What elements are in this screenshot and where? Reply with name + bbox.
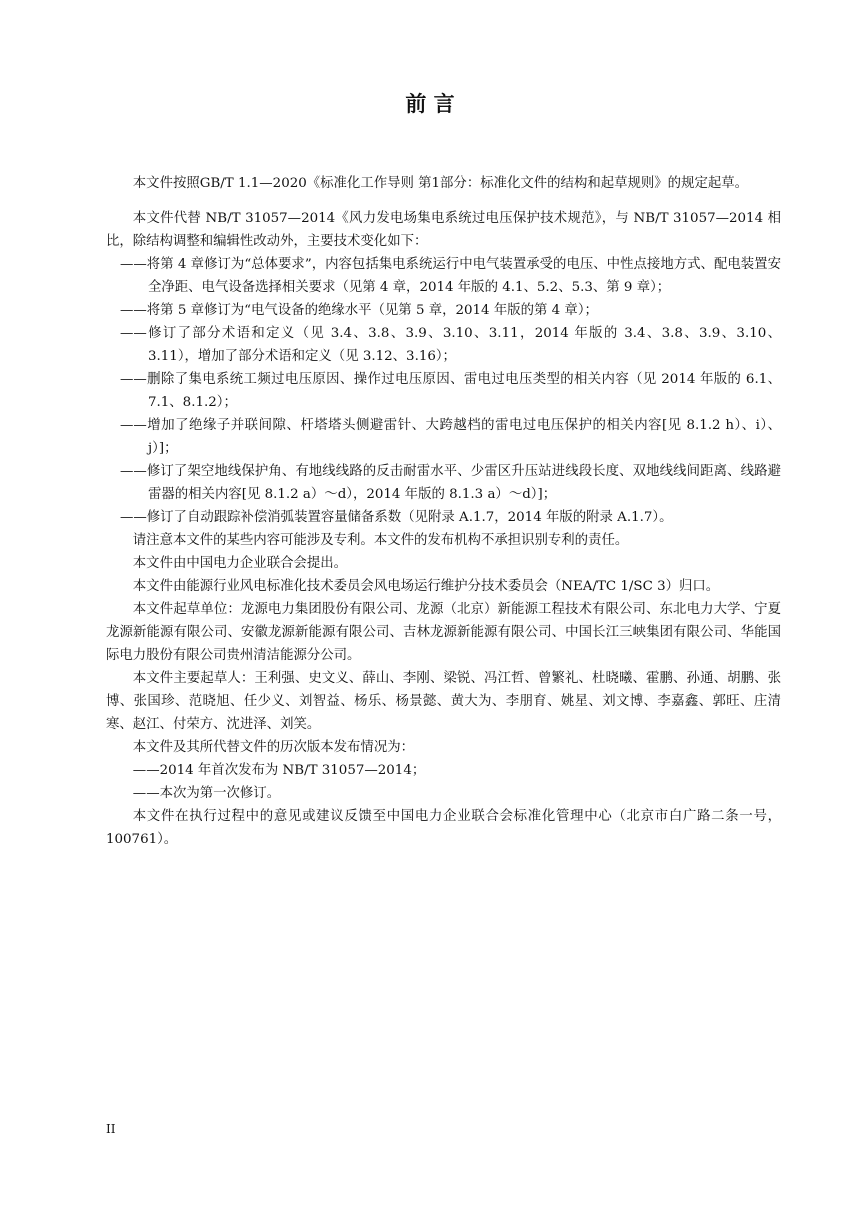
paragraph-patent-notice: 请注意本文件的某些内容可能涉及专利。本文件的发布机构不承担识别专利的责任。 xyxy=(132,533,629,548)
paragraph-technical-committee: 本文件由能源行业风电标准化技术委员会风电场运行维护分技术委员会（NEA/TC 1/SC 3）归口。 xyxy=(132,579,720,594)
list-item: ——本次为第一次修订。 xyxy=(132,786,281,801)
list-item: ——2014 年首次发布为 NB/T 31057—2014； xyxy=(132,763,426,778)
paragraph-version-history: 本文件及其所代替文件的历次版本发布情况为： xyxy=(132,740,414,755)
list-item: ——删除了集电系统工频过电压原因、操作过电压原因、雷电过电压类型的相关内容（见 2014 年版的 6.1、7.1、8.1.2）； xyxy=(120,372,781,410)
paragraph-feedback: 本文件在执行过程中的意见或建议反馈至中国电力企业联合会标准化管理中心（北京市白广路二条一号，100761）。 xyxy=(106,809,781,847)
list-item: ——修订了部分术语和定义（见 3.4、3.8、3.9、3.10、3.11，2014 年版的 3.4、3.8、3.9、3.10、3.11），增加了部分术语和定义（见 3.12、3.16）； xyxy=(120,326,781,364)
paragraph-replacement-notice: 本文件代替 NB/T 31057—2014《风力发电场集电系统过电压保护技术规范》，与 NB/T 31057—2014 相比，除结构调整和编辑性改动外，主要技术变化如下： xyxy=(106,211,781,249)
paragraph-proposer: 本文件由中国电力企业联合会提出。 xyxy=(132,556,348,571)
list-item: ——将第 5 章修订为“电气设备的绝缘水平（见第 5 章，2014 年版的第 4 章）； xyxy=(120,303,598,318)
list-item: ——修订了自动跟踪补偿消弧装置容量储备系数（见附录 A.1.7，2014 年版的附录 A.1.7）。 xyxy=(120,510,673,525)
paragraph-drafting-rules: 本文件按照GB/T 1.1—2020《标准化工作导则 第1部分：标准化文件的结构和起草规则》的规定起草。 xyxy=(132,176,749,191)
paragraph-drafting-units: 本文件起草单位：龙源电力集团股份有限公司、龙源（北京）新能源工程技术有限公司、东北电力大学、宁夏龙源新能源有限公司、安徽龙源新能源有限公司、吉林龙源新能源有限公司、中国长江三峡集团有限公司、华能国际电力股份有限公司贵州清洁能源分公司。 xyxy=(106,602,781,663)
list-item: ——将第 4 章修订为“总体要求”，内容包括集电系统运行中电气装置承受的电压、中性点接地方式、配电装置安全净距、电气设备选择相关要求（见第 4 章，2014 年版的 4.1、5.2、5.3、第 9 章）； xyxy=(120,257,781,295)
foreword-content xyxy=(106,172,781,851)
technical-changes-list xyxy=(106,253,781,529)
paragraph-drafters: 本文件主要起草人：王利强、史文义、薛山、李刚、梁锐、冯江哲、曾繁礼、杜晓曦、霍鹏、孙通、胡鹏、张博、张国珍、范晓旭、任少义、刘智益、杨乐、杨景懿、黄大为、李朋育、姚星、刘文博、李嘉鑫、郭旺、庄清寒、赵江、付荣方、沈进泽、刘笑。 xyxy=(106,671,781,732)
list-item: ——增加了绝缘子并联间隙、杆塔塔头侧避雷针、大跨越档的雷电过电压保护的相关内容[见 8.1.2 h）、i）、j）]； xyxy=(120,418,781,456)
page-title: 前 言 xyxy=(405,92,455,116)
page-number: II xyxy=(106,1122,116,1136)
version-history-list xyxy=(106,759,781,805)
list-item: ——修订了架空地线保护角、有地线线路的反击耐雷水平、少雷区升压站进线段长度、双地线线间距离、线路避雷器的相关内容[见 8.1.2 a）～d），2014 年版的 8.1.3 a）～d）]； xyxy=(120,464,781,502)
